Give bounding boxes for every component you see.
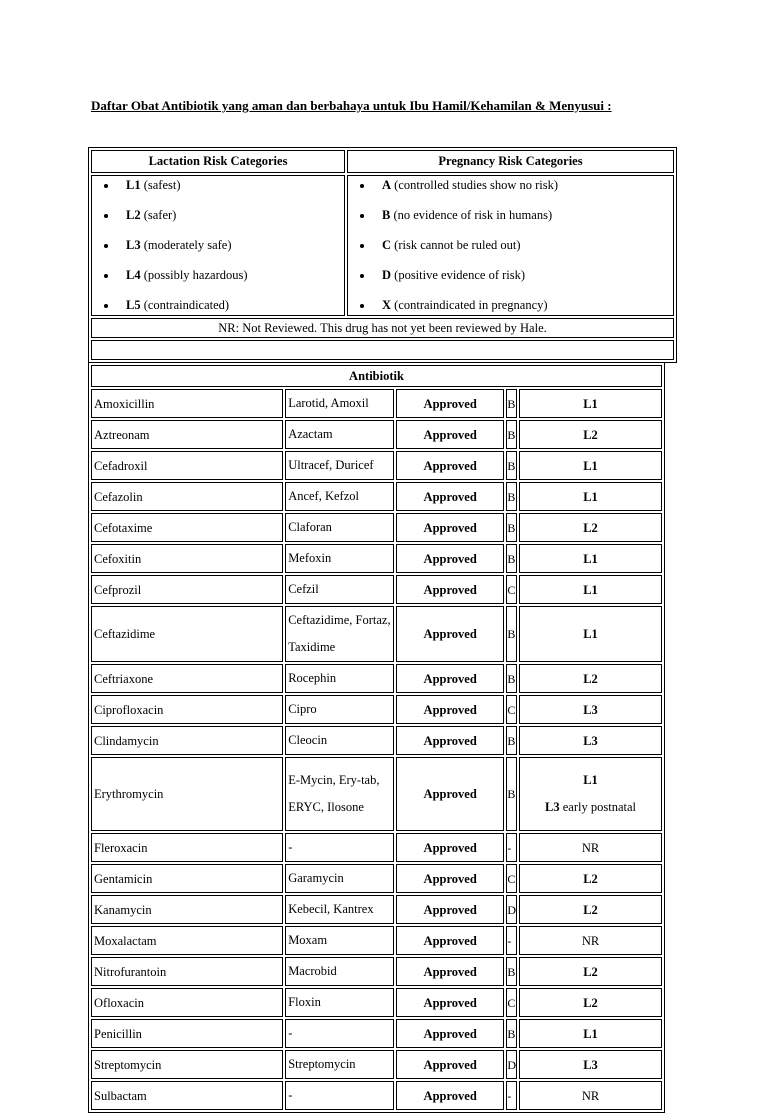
drug-name: Cefoxitin <box>91 544 283 573</box>
brand-names: - <box>285 833 394 862</box>
lactation-category: L2 <box>519 988 662 1017</box>
lactation-category: L2 <box>519 513 662 542</box>
brand-names: Cleocin <box>285 726 394 755</box>
brand-names: Ultracef, Duricef <box>285 451 394 480</box>
brand-names: Garamycin <box>285 864 394 893</box>
approval-status: Approved <box>396 513 504 542</box>
pregnancy-category: B <box>506 420 517 449</box>
table-row <box>91 544 662 573</box>
brand-names: Rocephin <box>285 664 394 693</box>
drug-name: Ciprofloxacin <box>91 695 283 724</box>
drug-name: Nitrofurantoin <box>91 957 283 986</box>
table-row <box>91 482 662 511</box>
pregnancy-category: B <box>506 544 517 573</box>
table-row <box>91 1019 662 1048</box>
pregnancy-category: C <box>506 864 517 893</box>
lactation-category-secondary: L3 early postnatal <box>545 800 636 814</box>
approval-status: Approved <box>396 664 504 693</box>
pregnancy-list-cell <box>347 175 674 316</box>
lactation-category: NR <box>519 926 662 955</box>
brand-names: Kebecil, Kantrex <box>285 895 394 924</box>
drug-name: Ceftriaxone <box>91 664 283 693</box>
approval-status: Approved <box>396 757 504 831</box>
empty-row <box>91 340 674 360</box>
pregnancy-category: B <box>506 606 517 662</box>
lactation-category: L1 <box>519 451 662 480</box>
lactation-category: L1 <box>519 544 662 573</box>
brand-names: E-Mycin, Ery-tab, ERYC, Ilosone <box>285 757 394 831</box>
lactation-category: L2 <box>519 420 662 449</box>
table-row <box>91 757 662 831</box>
approval-status: Approved <box>396 957 504 986</box>
lactation-category: L3 <box>519 1050 662 1079</box>
drug-name: Ceftazidime <box>91 606 283 662</box>
pregnancy-category: - <box>506 833 517 862</box>
pregnancy-category: C <box>506 695 517 724</box>
lactation-item: • L3 (moderately safe) <box>118 236 344 266</box>
table-row <box>91 606 662 662</box>
pregnancy-item: • A (controlled studies show no risk) <box>374 176 673 206</box>
pregnancy-category: B <box>506 482 517 511</box>
table-row <box>91 695 662 724</box>
lactation-category: L3 <box>519 726 662 755</box>
drug-name: Streptomycin <box>91 1050 283 1079</box>
pregnancy-category: B <box>506 957 517 986</box>
pregnancy-category: - <box>506 926 517 955</box>
table-row <box>91 389 662 418</box>
lactation-category <box>519 757 662 831</box>
approval-status: Approved <box>396 833 504 862</box>
approval-status: Approved <box>396 988 504 1017</box>
table-row <box>91 864 662 893</box>
lactation-category: NR <box>519 833 662 862</box>
drug-name: Cefprozil <box>91 575 283 604</box>
table-row <box>91 926 662 955</box>
drug-name: Cefotaxime <box>91 513 283 542</box>
lactation-list-cell <box>91 175 345 316</box>
drug-name: Amoxicillin <box>91 389 283 418</box>
brand-names: Macrobid <box>285 957 394 986</box>
table-row <box>91 957 662 986</box>
drug-name: Gentamicin <box>91 864 283 893</box>
table-row <box>91 1050 662 1079</box>
lactation-category: L1 <box>519 1019 662 1048</box>
lactation-item: • L5 (contraindicated) <box>118 296 344 315</box>
approval-status: Approved <box>396 1081 504 1110</box>
drug-name: Aztreonam <box>91 420 283 449</box>
approval-status: Approved <box>396 926 504 955</box>
table-row <box>91 726 662 755</box>
risk-categories-table <box>88 147 677 363</box>
drug-name: Clindamycin <box>91 726 283 755</box>
lactation-item: • L1 (safest) <box>118 176 344 206</box>
brand-names: - <box>285 1019 394 1048</box>
brand-names: Azactam <box>285 420 394 449</box>
pregnancy-category: - <box>506 1081 517 1110</box>
pregnancy-item: • X (contraindicated in pregnancy) <box>374 296 673 315</box>
lactation-category: L3 <box>519 695 662 724</box>
approval-status: Approved <box>396 726 504 755</box>
pregnancy-category: D <box>506 895 517 924</box>
brand-names: Streptomycin <box>285 1050 394 1079</box>
brand-names: Ancef, Kefzol <box>285 482 394 511</box>
approval-status: Approved <box>396 695 504 724</box>
lactation-category: NR <box>519 1081 662 1110</box>
table-row <box>91 1081 662 1110</box>
brand-names: Ceftazidime, Fortaz, Taxidime <box>285 606 394 662</box>
table-row <box>91 833 662 862</box>
pregnancy-item: • B (no evidence of risk in humans) <box>374 206 673 236</box>
brand-names: Cefzil <box>285 575 394 604</box>
pregnancy-category: C <box>506 575 517 604</box>
pregnancy-category: B <box>506 1019 517 1048</box>
pregnancy-item: • C (risk cannot be ruled out) <box>374 236 673 266</box>
antibiotik-header: Antibiotik <box>91 365 662 387</box>
drug-name: Sulbactam <box>91 1081 283 1110</box>
lactation-category: L2 <box>519 957 662 986</box>
drug-name: Ofloxacin <box>91 988 283 1017</box>
brand-names: Cipro <box>285 695 394 724</box>
approval-status: Approved <box>396 389 504 418</box>
lactation-category-primary: L1 <box>583 773 598 787</box>
pregnancy-category: D <box>506 1050 517 1079</box>
pregnancy-category: B <box>506 757 517 831</box>
approval-status: Approved <box>396 482 504 511</box>
pregnancy-list <box>348 176 673 315</box>
approval-status: Approved <box>396 606 504 662</box>
brand-names: Larotid, Amoxil <box>285 389 394 418</box>
table-row <box>91 513 662 542</box>
drug-name: Cefadroxil <box>91 451 283 480</box>
approval-status: Approved <box>396 864 504 893</box>
pregnancy-category: B <box>506 513 517 542</box>
pregnancy-category: C <box>506 988 517 1017</box>
pregnancy-category: B <box>506 389 517 418</box>
drug-name: Penicillin <box>91 1019 283 1048</box>
approval-status: Approved <box>396 544 504 573</box>
brand-names: Mefoxin <box>285 544 394 573</box>
pregnancy-category: B <box>506 726 517 755</box>
approval-status: Approved <box>396 420 504 449</box>
table-row <box>91 664 662 693</box>
lactation-list <box>92 176 344 315</box>
table-row <box>91 575 662 604</box>
drug-name: Fleroxacin <box>91 833 283 862</box>
brand-names: Claforan <box>285 513 394 542</box>
table-row <box>91 988 662 1017</box>
pregnancy-item: • D (positive evidence of risk) <box>374 266 673 296</box>
brand-names: Moxam <box>285 926 394 955</box>
antibiotik-table <box>88 362 665 1113</box>
table-row <box>91 420 662 449</box>
lactation-item: • L2 (safer) <box>118 206 344 236</box>
pregnancy-header: Pregnancy Risk Categories <box>347 150 674 173</box>
pregnancy-category: B <box>506 664 517 693</box>
lactation-category: L1 <box>519 389 662 418</box>
brand-names: - <box>285 1081 394 1110</box>
approval-status: Approved <box>396 451 504 480</box>
drug-name: Erythromycin <box>91 757 283 831</box>
table-row <box>91 451 662 480</box>
lactation-item: • L4 (possibly hazardous) <box>118 266 344 296</box>
approval-status: Approved <box>396 1050 504 1079</box>
lactation-category: L2 <box>519 864 662 893</box>
drug-name: Moxalactam <box>91 926 283 955</box>
lactation-category: L1 <box>519 606 662 662</box>
approval-status: Approved <box>396 575 504 604</box>
lactation-category: L2 <box>519 895 662 924</box>
lactation-category: L2 <box>519 664 662 693</box>
lactation-category: L1 <box>519 482 662 511</box>
lactation-category: L1 <box>519 575 662 604</box>
pregnancy-category: B <box>506 451 517 480</box>
brand-names: Floxin <box>285 988 394 1017</box>
approval-status: Approved <box>396 1019 504 1048</box>
document-title: Daftar Obat Antibiotik yang aman dan berbahaya untuk Ibu Hamil/Kehamilan & Menyusui : <box>91 98 612 113</box>
nr-note: NR: Not Reviewed. This drug has not yet been reviewed by Hale. <box>91 318 674 338</box>
lactation-header: Lactation Risk Categories <box>91 150 345 173</box>
antibiotik-body <box>91 389 662 1110</box>
table-row <box>91 895 662 924</box>
approval-status: Approved <box>396 895 504 924</box>
drug-name: Cefazolin <box>91 482 283 511</box>
drug-name: Kanamycin <box>91 895 283 924</box>
